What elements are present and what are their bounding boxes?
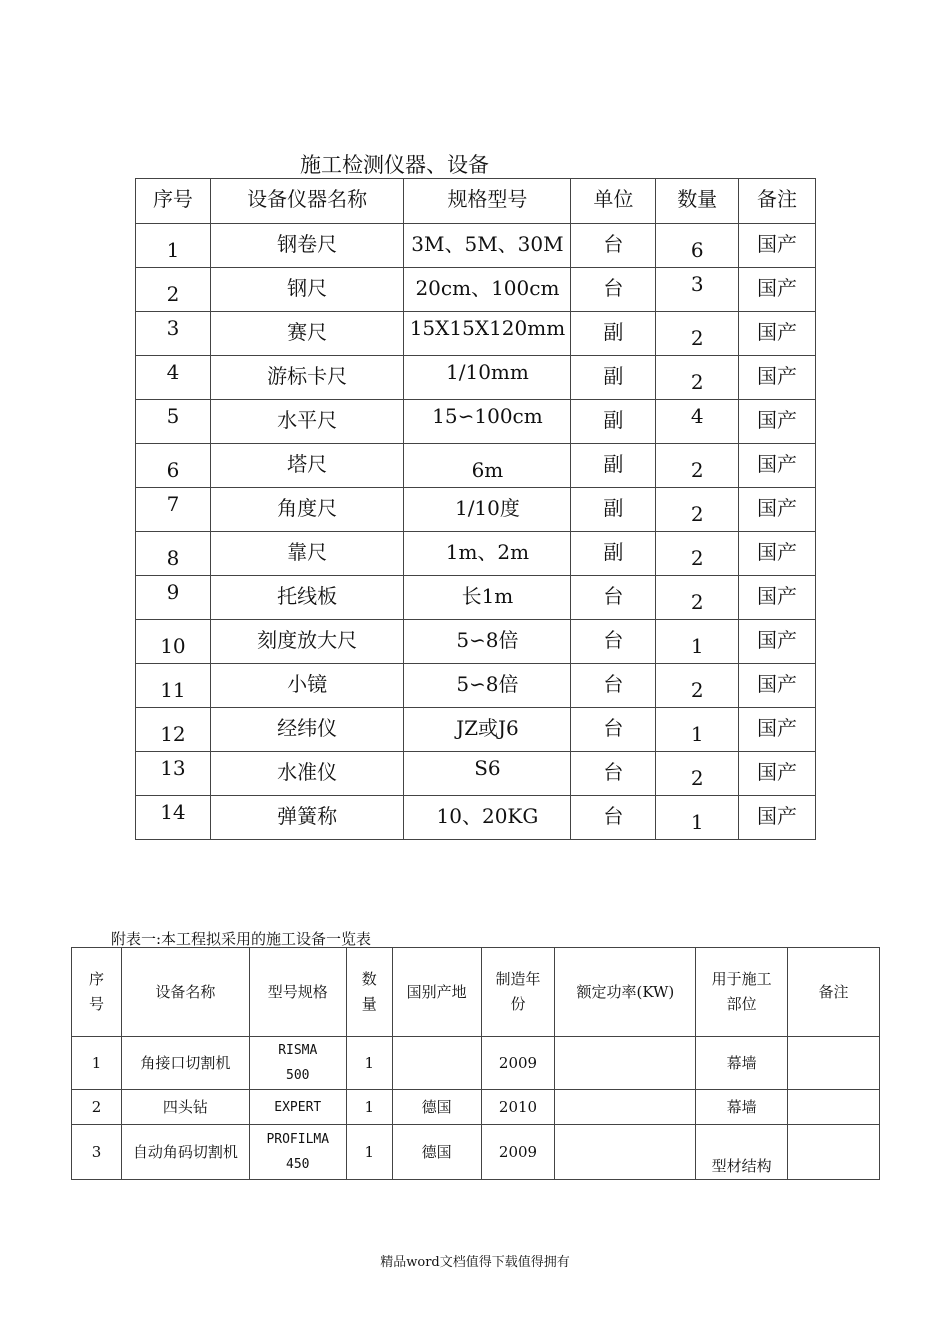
remark: 国产: [739, 312, 816, 356]
model-spec: 20cm、100cm: [404, 268, 571, 312]
table-row: [72, 1037, 880, 1090]
row-number: 6: [136, 444, 211, 488]
quantity: 2: [656, 664, 739, 708]
header-cell: 型号规格: [249, 948, 346, 1037]
table-row: [136, 664, 816, 708]
equipment-name: 塔尺: [210, 444, 404, 488]
header-cell: 国别产地: [392, 948, 481, 1037]
remark: 国产: [739, 268, 816, 312]
page-footer: 精品word文档值得下载值得拥有: [380, 1255, 570, 1270]
row-number: 5: [136, 400, 211, 444]
header-cell: 序号: [72, 948, 122, 1037]
quantity: 6: [656, 224, 739, 268]
row-number: 2: [136, 268, 211, 312]
table-row: [72, 1125, 880, 1180]
unit: 台: [571, 576, 656, 620]
quantity: 3: [656, 268, 739, 312]
quantity: 2: [656, 312, 739, 356]
remark: 国产: [739, 796, 816, 840]
unit: 台: [571, 664, 656, 708]
equipment-name: 经纬仪: [210, 708, 404, 752]
remark: 国产: [739, 576, 816, 620]
row-number: 14: [136, 796, 211, 840]
row-number: 2: [72, 1090, 122, 1125]
equipment-name: 四头钻: [121, 1090, 249, 1125]
header-cell: 设备名称: [121, 948, 249, 1037]
equipment-name: 小镜: [210, 664, 404, 708]
table-header-row: [72, 948, 880, 1037]
quantity: 2: [656, 444, 739, 488]
manufacture-year: 2009: [481, 1125, 555, 1180]
origin-country: 德国: [392, 1125, 481, 1180]
remark: 国产: [739, 532, 816, 576]
header-cell: 设备仪器名称: [210, 179, 404, 224]
remark: 国产: [739, 708, 816, 752]
origin-country: [392, 1037, 481, 1090]
quantity: 2: [656, 532, 739, 576]
unit: 台: [571, 752, 656, 796]
usage-location: 幕墙: [696, 1090, 788, 1125]
table-row: [136, 224, 816, 268]
header-cell: 备注: [739, 179, 816, 224]
model-spec: 1/10度: [404, 488, 571, 532]
quantity: 1: [656, 796, 739, 840]
row-number: 1: [136, 224, 211, 268]
equipment-name: 水准仪: [210, 752, 404, 796]
equipment-name: 赛尺: [210, 312, 404, 356]
table-row: [136, 444, 816, 488]
table-row: [72, 1090, 880, 1125]
header-cell: 额定功率(KW): [555, 948, 696, 1037]
quantity: 2: [656, 488, 739, 532]
table-row: [136, 532, 816, 576]
construction-equipment-table: [71, 947, 880, 1180]
quantity: 1: [346, 1090, 392, 1125]
rated-power: [555, 1125, 696, 1180]
table-row: [136, 268, 816, 312]
row-number: 3: [136, 312, 211, 356]
model-spec: 15∽100cm: [404, 400, 571, 444]
unit: 台: [571, 268, 656, 312]
row-number: 3: [72, 1125, 122, 1180]
origin-country: 德国: [392, 1090, 481, 1125]
row-number: 7: [136, 488, 211, 532]
table-row: [136, 708, 816, 752]
inspection-equipment-table: [135, 178, 816, 840]
equipment-name: 钢卷尺: [210, 224, 404, 268]
remark: [788, 1037, 880, 1090]
model-spec: 1m、2m: [404, 532, 571, 576]
header-cell: 单位: [571, 179, 656, 224]
table-row: [136, 796, 816, 840]
unit: 副: [571, 488, 656, 532]
table-row: [136, 488, 816, 532]
model-spec: 3M、5M、30M: [404, 224, 571, 268]
quantity: 2: [656, 576, 739, 620]
equipment-name: 托线板: [210, 576, 404, 620]
equipment-name: 角度尺: [210, 488, 404, 532]
row-number: 8: [136, 532, 211, 576]
quantity: 2: [656, 752, 739, 796]
model-spec: JZ或J6: [404, 708, 571, 752]
rated-power: [555, 1090, 696, 1125]
header-cell: 数量: [346, 948, 392, 1037]
remark: 国产: [739, 400, 816, 444]
quantity: 1: [656, 708, 739, 752]
unit: 副: [571, 400, 656, 444]
header-cell: 规格型号: [404, 179, 571, 224]
remark: 国产: [739, 620, 816, 664]
equipment-table-title: 施工检测仪器、设备: [300, 153, 489, 177]
unit: 副: [571, 312, 656, 356]
table-row: [136, 752, 816, 796]
model-spec: RISMA 500: [249, 1037, 346, 1090]
equipment-name: 自动角码切割机: [121, 1125, 249, 1180]
equipment-name: 水平尺: [210, 400, 404, 444]
model-spec: 5∽8倍: [404, 620, 571, 664]
model-spec: S6: [404, 752, 571, 796]
equipment-name: 靠尺: [210, 532, 404, 576]
manufacture-year: 2009: [481, 1037, 555, 1090]
unit: 台: [571, 796, 656, 840]
model-spec: 长1m: [404, 576, 571, 620]
unit: 台: [571, 620, 656, 664]
table-row: [136, 356, 816, 400]
quantity: 1: [346, 1037, 392, 1090]
remark: 国产: [739, 444, 816, 488]
model-spec: PROFILMA 450: [249, 1125, 346, 1180]
rated-power: [555, 1037, 696, 1090]
model-spec: 5∽8倍: [404, 664, 571, 708]
table-row: [136, 576, 816, 620]
unit: 副: [571, 356, 656, 400]
quantity: 2: [656, 356, 739, 400]
equipment-name: 弹簧称: [210, 796, 404, 840]
table-row: [136, 620, 816, 664]
model-spec: 10、20KG: [404, 796, 571, 840]
equipment-list-title: 附表一:本工程拟采用的施工设备一览表: [111, 930, 372, 948]
remark: 国产: [739, 752, 816, 796]
header-cell: 用于施工部位: [696, 948, 788, 1037]
manufacture-year: 2010: [481, 1090, 555, 1125]
remark: 国产: [739, 488, 816, 532]
row-number: 11: [136, 664, 211, 708]
row-number: 1: [72, 1037, 122, 1090]
header-cell: 备注: [788, 948, 880, 1037]
row-number: 4: [136, 356, 211, 400]
unit: 副: [571, 444, 656, 488]
remark: [788, 1125, 880, 1180]
model-spec: 15X15X120mm: [404, 312, 571, 356]
remark: 国产: [739, 356, 816, 400]
row-number: 13: [136, 752, 211, 796]
equipment-name: 游标卡尺: [210, 356, 404, 400]
model-spec: 6m: [404, 444, 571, 488]
unit: 台: [571, 224, 656, 268]
equipment-name: 刻度放大尺: [210, 620, 404, 664]
row-number: 9: [136, 576, 211, 620]
table-row: [136, 312, 816, 356]
quantity: 1: [656, 620, 739, 664]
table-row: [136, 400, 816, 444]
quantity: 1: [346, 1125, 392, 1180]
row-number: 10: [136, 620, 211, 664]
usage-location: 型材结构: [696, 1125, 788, 1180]
quantity: 4: [656, 400, 739, 444]
equipment-name: 钢尺: [210, 268, 404, 312]
row-number: 12: [136, 708, 211, 752]
model-spec: EXPERT: [249, 1090, 346, 1125]
equipment-name: 角接口切割机: [121, 1037, 249, 1090]
remark: 国产: [739, 224, 816, 268]
table-header-row: [136, 179, 816, 224]
usage-location: 幕墙: [696, 1037, 788, 1090]
header-cell: 制造年份: [481, 948, 555, 1037]
remark: [788, 1090, 880, 1125]
model-spec: 1/10mm: [404, 356, 571, 400]
unit: 副: [571, 532, 656, 576]
header-cell: 数量: [656, 179, 739, 224]
header-cell: 序号: [136, 179, 211, 224]
unit: 台: [571, 708, 656, 752]
remark: 国产: [739, 664, 816, 708]
